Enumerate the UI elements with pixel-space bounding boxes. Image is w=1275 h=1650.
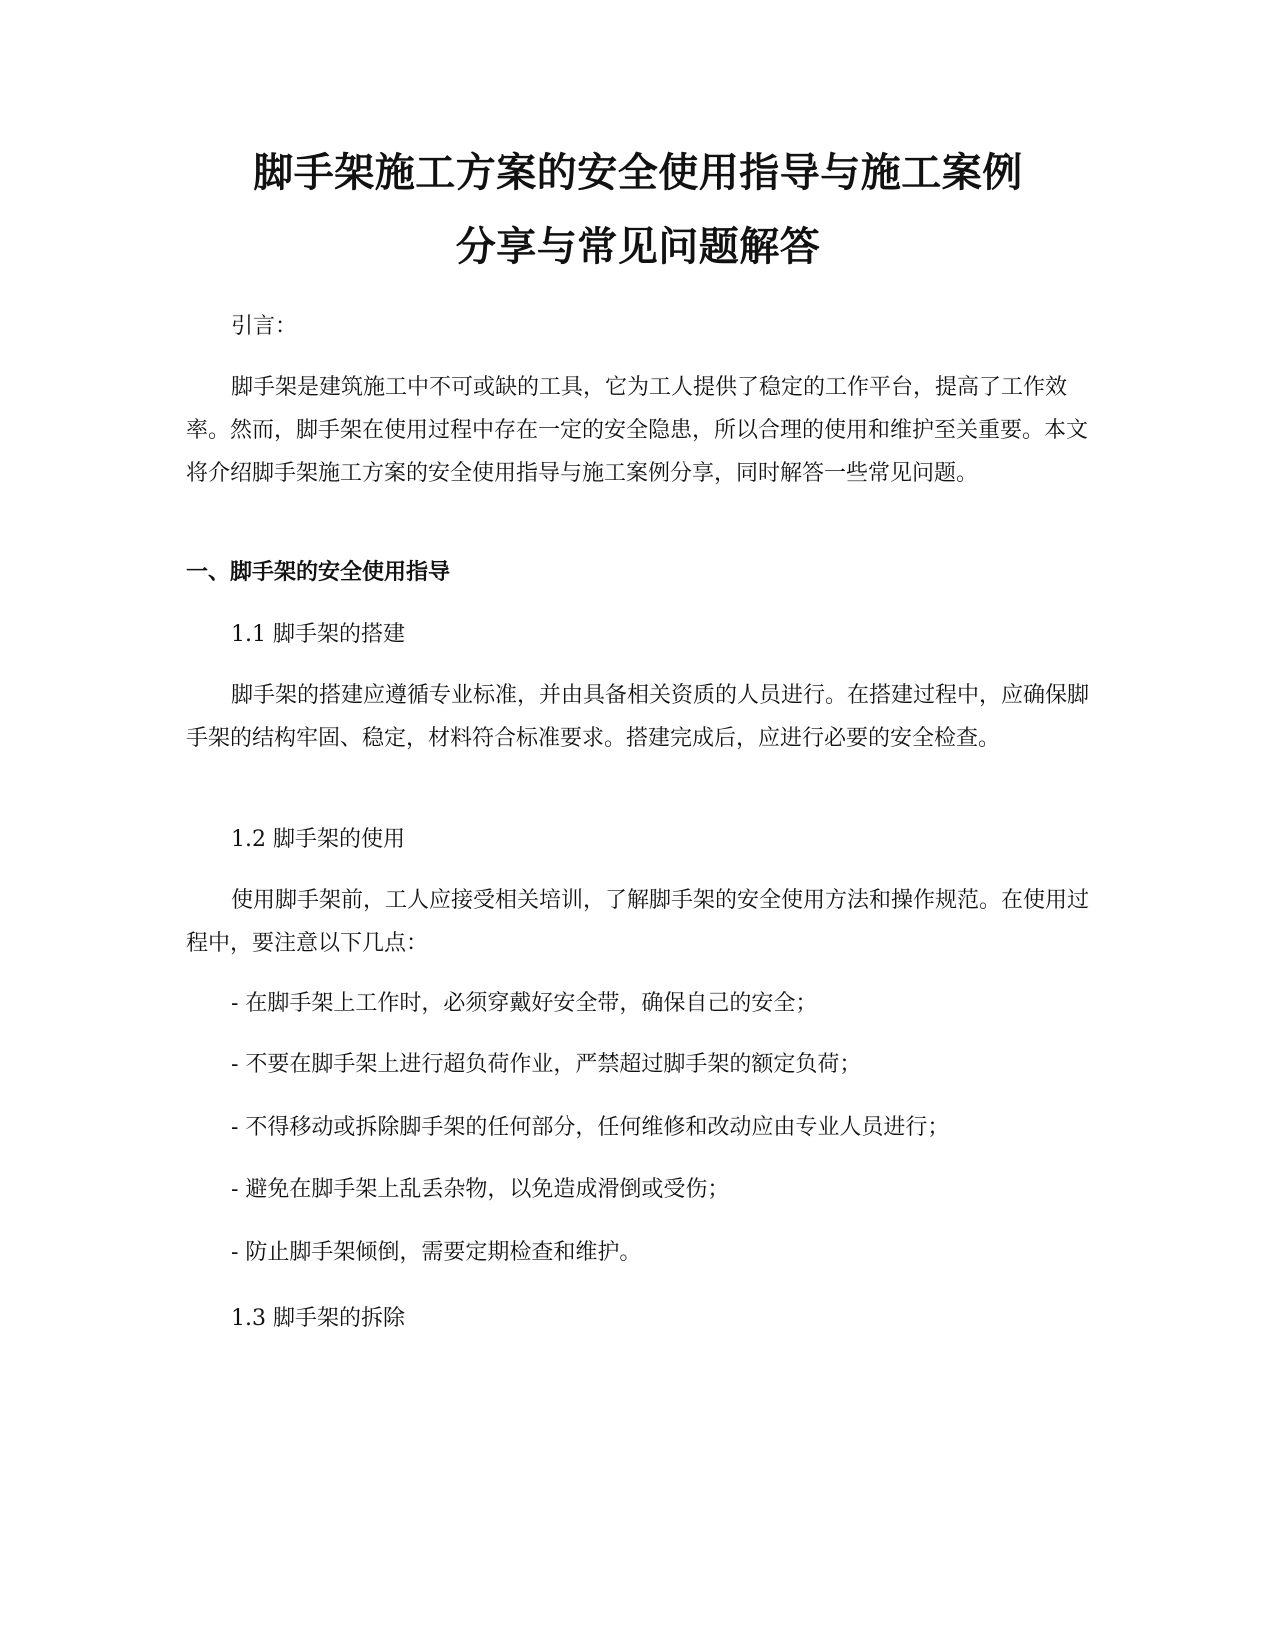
bullet-item: - 避免在脚手架上乱丢杂物，以免造成滑倒或受伤； [231, 1177, 730, 1202]
section-1-heading: 一、脚手架的安全使用指导 [186, 560, 451, 585]
bullet-item: - 防止脚手架倾倒，需要定期检查和维护。 [231, 1240, 642, 1265]
intro-label: 引言： [231, 314, 298, 339]
bullet-item: - 不得移动或拆除脚手架的任何部分，任何维修和改动应由专业人员进行； [231, 1115, 950, 1140]
intro-paragraph: 脚手架是建筑施工中不可或缺的工具，它为工人提供了稳定的工作平台，提高了工作效率。然而，脚手架在使用过程中存在一定的安全隐患，所以合理的使用和维护至关重要。本文将介绍脚手架施工方案的安全使用指导与施工案例分享，同时解答一些常见问题。 [186, 375, 1089, 486]
document-title-line-2: 分享与常见问题解答 [455, 224, 821, 270]
subsection-1-1-heading: 1.1 脚手架的搭建 [231, 622, 405, 647]
bullet-item: - 不要在脚手架上进行超负荷作业，严禁超过脚手架的额定负荷； [231, 1052, 862, 1077]
subsection-1-2-heading: 1.2 脚手架的使用 [231, 827, 405, 852]
document-title-line-1: 脚手架施工方案的安全使用指导与施工案例 [253, 150, 1023, 196]
subsection-1-3-heading: 1.3 脚手架的拆除 [231, 1306, 405, 1331]
subsection-1-1-paragraph: 脚手架的搭建应遵循专业标准，并由具备相关资质的人员进行。在搭建过程中，应确保脚手架的结构牢固、稳定，材料符合标准要求。搭建完成后，应进行必要的安全检查。 [186, 683, 1090, 751]
bullet-item: - 在脚手架上工作时，必须穿戴好安全带，确保自己的安全； [231, 991, 818, 1016]
subsection-1-2-paragraph: 使用脚手架前，工人应接受相关培训，了解脚手架的安全使用方法和操作规范。在使用过程中，要注意以下几点： [186, 888, 1090, 956]
document-page [186, 0, 1090, 1650]
